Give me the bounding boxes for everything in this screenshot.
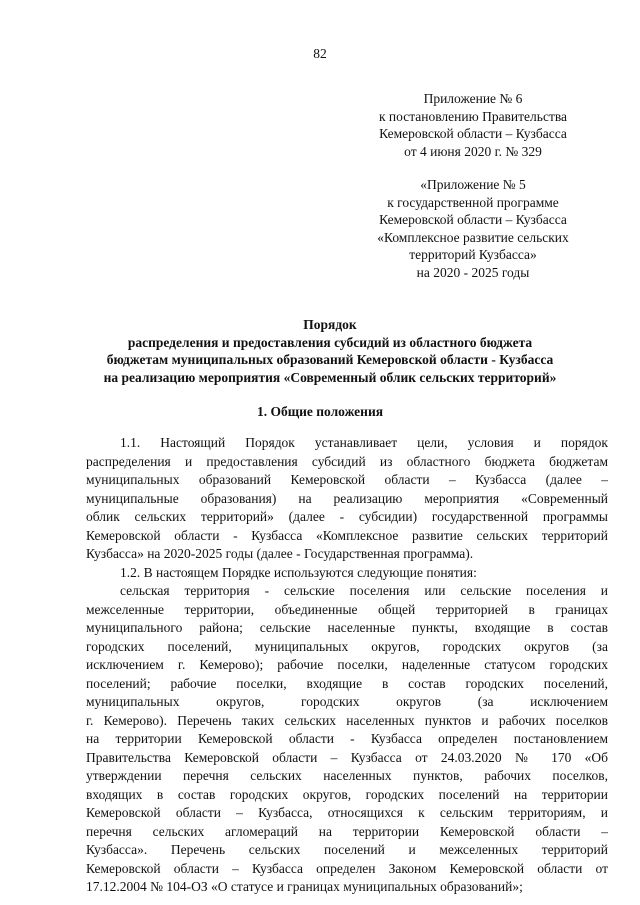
body-line: межселенные территории, объединенные общей территорией в границах [86,601,608,617]
annex-5-line: территорий Кузбасса» [409,247,537,263]
body-line: Кемеровской области – Кузбасса, относящихся к сельским территориям, и [86,805,608,820]
body-line: Кемеровской области - Кузбасса «Комплексное развитие сельских территорий [86,527,608,543]
annex-6-line: Кемеровской области – Кузбасса [379,126,567,142]
annex-5-line: на 2020 - 2025 годы [416,264,530,280]
body-line: сельская территория - сельские поселения или сельские поселения и [120,583,608,598]
body-line: городских поселений, муниципальных округов, городских округов (за [86,638,608,654]
body-line: облик сельских территорий» (далее - субсидии) государственной программы [86,509,608,524]
title-line: на реализацию мероприятия «Современный облик сельских территорий» [103,369,557,385]
body-line: муниципальных образований Кемеровской области – Кузбасса (далее – [86,472,608,487]
annex-5-line: «Приложение № 5 [420,177,526,192]
page-number: 82 [313,46,327,61]
body-line: входящих в состав городских округов, городских поселений на территории [86,786,608,802]
section-heading: 1. Общие положения [256,404,384,419]
body-line: 1.1. Настоящий Порядок устанавливает цели, условия и порядок [120,435,608,450]
body-line: Правительства Кемеровской области – Кузбасса от 24.03.2020 № 170 «Об [86,749,608,765]
annex-5-line: Кемеровской области – Кузбасса [379,212,567,228]
body-line: на территории Кемеровской области - Кузбасса определен постановлением [86,731,608,746]
body-line: муниципальных округов, городских округов (за исключением [86,694,608,709]
annex-6-block [358,90,588,160]
body-line: 1.2. В настоящем Порядке используются следующие понятия: [120,564,477,580]
body-line: Кемеровской области – Кузбасса определен Законом Кемеровской области от [86,860,608,876]
body-line: Кузбасса» на 2020-2025 годы (далее - Государственная программа). [86,546,474,561]
annex-6-line: Приложение № 6 [423,91,523,106]
body-line: утверждении перечня сельских населенных пунктов, рабочих поселков, [86,768,608,783]
annex-5-block [358,176,588,282]
body-text [86,434,608,897]
body-line: муниципальные образования) на реализацию мероприятия «Современный [86,490,608,506]
body-line: 17.12.2004 № 104-ОЗ «О статусе и границах муниципальных образований»; [86,879,523,894]
title-line: Порядок [303,317,357,332]
annex-6-line: от 4 июня 2020 г. № 329 [404,143,542,159]
body-line: исключением г. Кемерово); рабочие поселки, наделенные статусом городских [86,657,608,672]
document-title [60,316,600,386]
body-line: г. Кемерово). Перечень таких сельских населенных пунктов и рабочих поселков [86,712,608,728]
body-line: Кузбасса». Перечень сельских поселений и межселенных территорий [86,842,608,857]
annex-6-line: к постановлению Правительства [378,108,568,124]
annex-5-line: «Комплексное развитие сельских [377,229,569,245]
body-line: распределения и предоставления субсидий из областного бюджета бюджетам [86,453,608,469]
title-line: бюджетам муниципальных образований Кемеровской области - Кузбасса [106,352,554,368]
annex-5-line: к государственной программе [387,194,559,210]
title-line: распределения и предоставления субсидий из областного бюджета [127,334,533,350]
body-line: поселений; рабочие поселки, входящие в состав городских поселений, [86,675,608,691]
body-line: перечня сельских агломераций на территории Кемеровской области – [86,823,608,839]
body-line: муниципального района; сельские населенные пункты, входящие в состав [86,620,608,635]
